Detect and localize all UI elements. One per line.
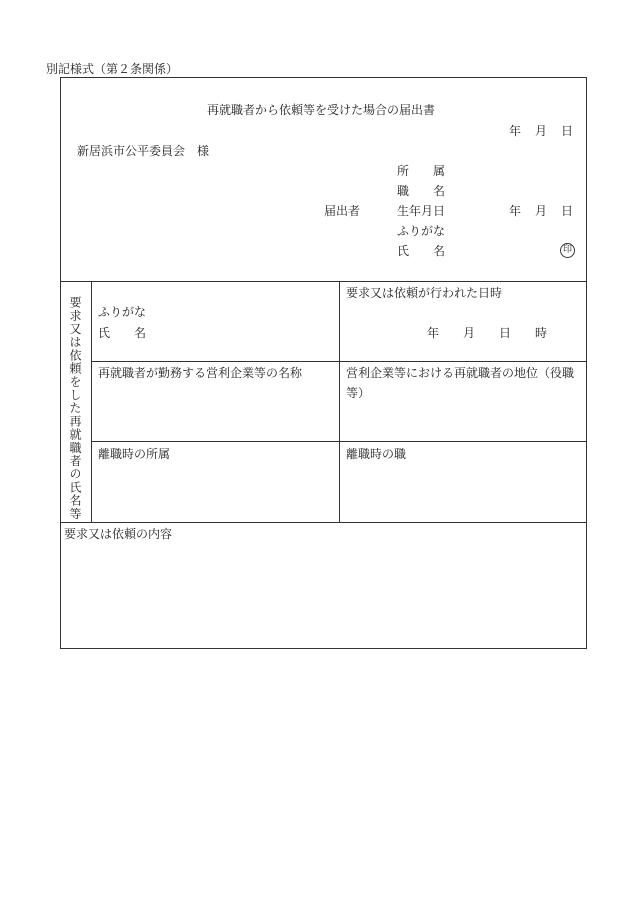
- seal-icon: 印: [560, 243, 575, 258]
- request-datetime-label: 要求又は依頼が行われた日時: [346, 286, 503, 300]
- position-label: 職 名: [397, 184, 446, 198]
- affiliation-label: 所 属: [397, 164, 446, 178]
- side-label: 要求又は依頼をした再就職者の氏名等: [68, 296, 82, 521]
- name-label: 氏 名: [397, 244, 446, 258]
- request-datetime-value: 年 月 日 時: [427, 326, 548, 340]
- company-position-label: 営利企業等における再就職者の地位（役職等）: [346, 366, 575, 400]
- submission-date: 年 月 日: [509, 124, 575, 138]
- reemployed-name-label: 氏 名: [98, 326, 147, 340]
- row-divider-1: [91, 361, 587, 362]
- furigana-label: ふりがな: [397, 224, 446, 238]
- table-bottom-divider: [60, 522, 587, 523]
- addressee: 新居浜市公平委員会 様: [77, 144, 210, 158]
- center-column-divider: [339, 281, 340, 523]
- birthdate-value: 年 月 日: [509, 204, 575, 218]
- company-name-label: 再就職者が勤務する営利企業等の名称: [98, 366, 303, 380]
- side-column-divider: [91, 281, 92, 523]
- header-divider: [60, 281, 587, 282]
- birthdate-label: 生年月日: [397, 204, 446, 218]
- request-content-label: 要求又は依頼の内容: [64, 527, 173, 541]
- form-title: 再就職者から依頼等を受けた場合の届出書: [207, 103, 436, 117]
- row-divider-2: [91, 441, 587, 442]
- form-reference: 別記様式（第２条関係）: [46, 62, 179, 76]
- reemployed-furigana-label: ふりがな: [98, 305, 147, 319]
- former-position-label: 離職時の職: [346, 447, 407, 461]
- notifier-label: 届出者: [324, 204, 361, 218]
- former-affiliation-label: 離職時の所属: [98, 447, 171, 461]
